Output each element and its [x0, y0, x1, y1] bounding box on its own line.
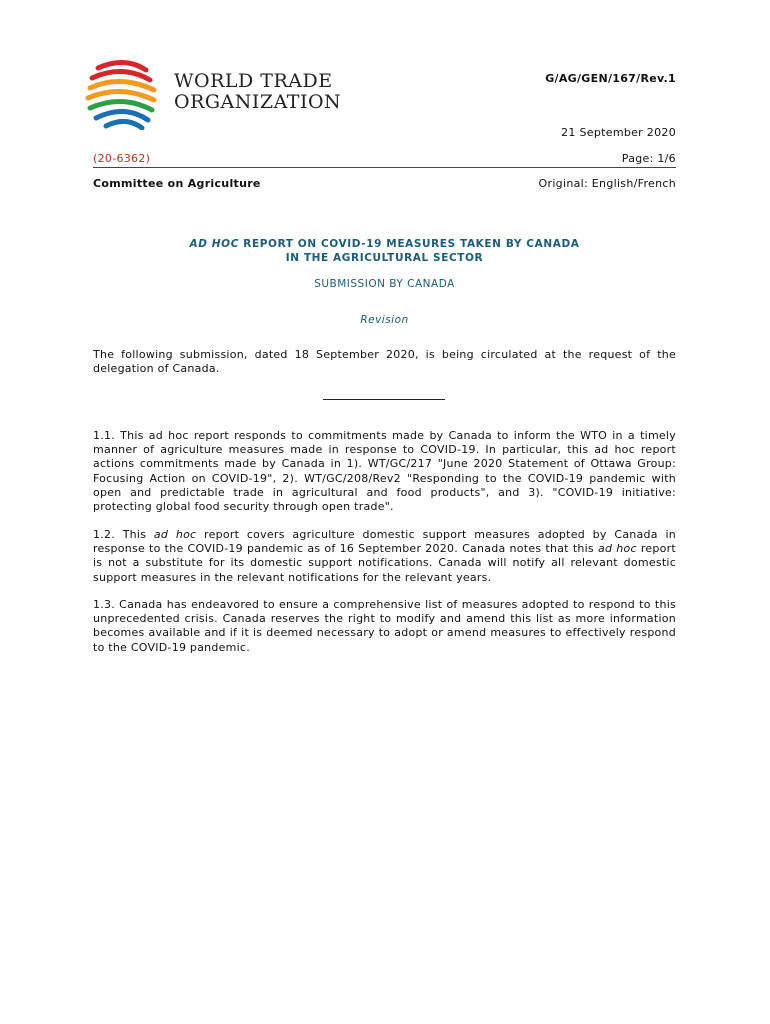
- p2-text-b: report covers agriculture domestic support measures adopted by Canada in response to the COVID-19 pandemic as of 16 September 2020. Canada notes that this: [93, 528, 676, 556]
- p2-text-a: 1.2. This: [93, 528, 154, 541]
- intro-paragraph: The following submission, dated 18 September 2020, is being circulated at the request of the delegation of Canada.: [93, 348, 676, 376]
- org-name-line1: WORLD TRADE: [174, 70, 333, 92]
- revision-label: Revision: [360, 314, 409, 326]
- document-date: 21 September 2020: [561, 126, 676, 139]
- document-number: (20-6362): [93, 152, 151, 165]
- section-separator: [323, 399, 445, 400]
- org-name-line2: ORGANIZATION: [174, 91, 342, 113]
- title-italic: AD HOC: [189, 238, 240, 250]
- paragraph-1-3: 1.3. Canada has endeavored to ensure a comprehensive list of measures adopted to respond to this unprecedented crisis. Canada reserves the right to modify and amend this list as more information becomes available and if it is deemed necessary to adopt or amend measures to effectively respond to the COVID-19 pandemic.: [93, 598, 676, 654]
- original-language: Original: English/French: [538, 177, 676, 190]
- title-line1: REPORT ON COVID-19 MEASURES TAKEN BY CANADA: [239, 238, 580, 250]
- header-divider: [93, 167, 676, 168]
- paragraph-1-1: 1.1. This ad hoc report responds to commitments made by Canada to inform the WTO in a timely manner of agriculture measures made in response to COVID-19. In particular, this ad hoc report actions commitments made by Canada in 1). WT/GC/217 "June 2020 Statement of Ottawa Group: Focusing Action on COVID-19", 2). WT/GC/208/Rev2 "Responding to the COVID-19 pandemic with open and predictable trade in agricultural and food products", and 3). "COVID-19 initiative: protecting global food security through open trade".: [93, 429, 676, 514]
- page-number: Page: 1/6: [621, 152, 676, 165]
- committee-name: Committee on Agriculture: [93, 177, 261, 190]
- submission-heading: SUBMISSION BY CANADA: [314, 278, 455, 290]
- document-symbol: G/AG/GEN/167/Rev.1: [545, 72, 676, 85]
- document-title: [93, 237, 676, 265]
- title-line2: IN THE AGRICULTURAL SECTOR: [285, 252, 484, 264]
- p2-text-c: report is not a substitute for its domestic support notifications. Canada will notify all relevant domestic support measures in the relevant notifications for the relevant years.: [93, 542, 676, 584]
- paragraph-1-2: [93, 528, 676, 585]
- wto-logo-icon: [84, 58, 160, 130]
- p2-italic-2: ad hoc: [597, 542, 637, 556]
- p2-italic-1: ad hoc: [153, 528, 197, 541]
